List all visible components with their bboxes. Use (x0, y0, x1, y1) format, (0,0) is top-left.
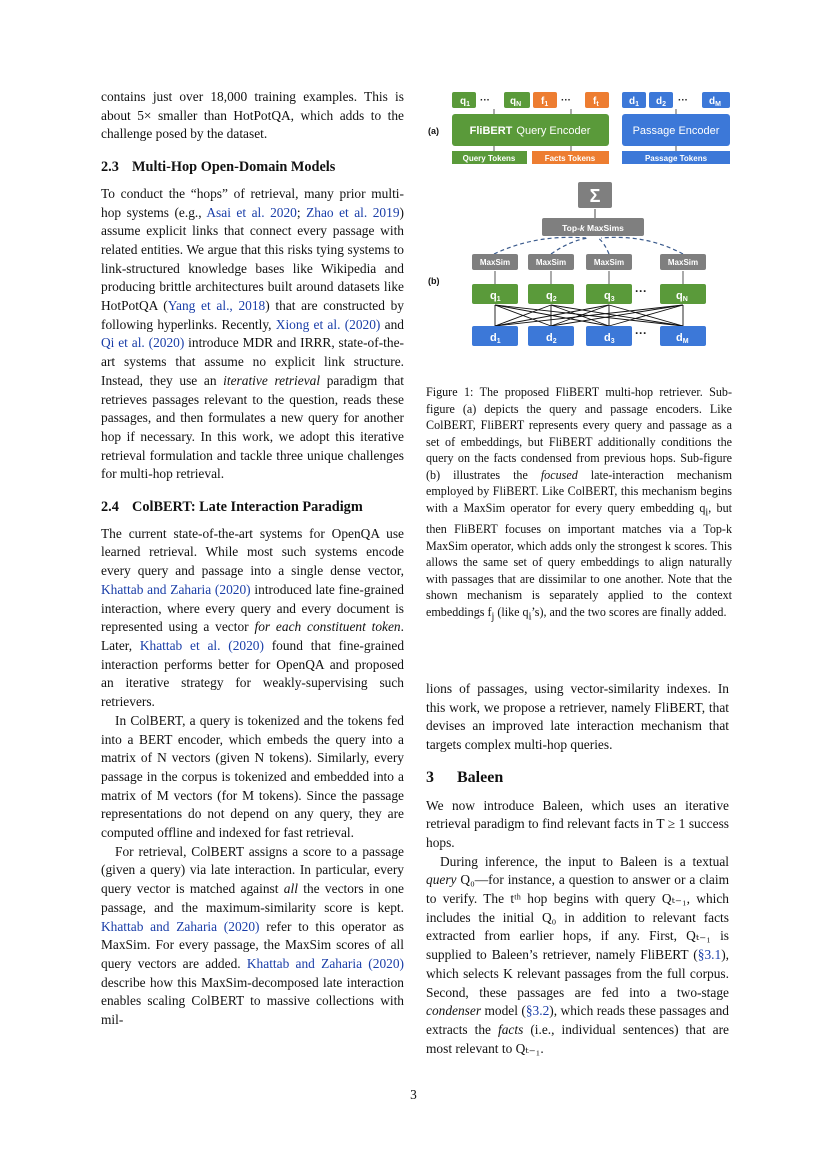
token-d1: $d_1$ (629, 96, 640, 108)
paragraph: We now introduce Baleen, which uses an iterative retrieval paradigm to find relevant facts in T ≥ 1 success hops. (426, 797, 729, 850)
subfigure-label-a: (a) (428, 126, 439, 136)
paragraph: During inference, the input to Baleen is a textual query Q₀—for instance, a question to answer or a claim to verify. The tᵗʰ hop begins with query Qₜ₋₁, which includes the initial Q₀ in addition to relevant facts extracted from earlier hops, if any. First, Qₜ₋₁ is supplied to Baleen’s retriever, namely FliBERT (§3.1), which selects K relevant passages from the full corpus. Second, these passages are fed into a two-stage condenser model (§3.2), which reads these passages and extracts the facts (i.e., individual sentences) that are most relevant to Qₜ₋₁. (426, 853, 729, 1056)
svg-text:qN: qN (676, 290, 688, 303)
section-heading: 2.3 Multi-Hop Open-Domain Models (101, 159, 336, 176)
citation-link[interactable]: Khattab et al. (2020) (139, 637, 264, 653)
token-d2: $d_2$ (656, 96, 667, 108)
svg-text:MaxSim: MaxSim (667, 258, 699, 267)
svg-text:···: ··· (561, 95, 571, 106)
paragraph: In ColBERT, a query is tokenized and the tokens fed into a BERT encoder, which embeds the query into a matrix of N vectors (given N tokens). Similarly, every passage in the corpus is tokenized and embedded into a matrix of M vectors (for M tokens). Since the passage representations do not depend on any query, they are computed offline and indexed for fast retrieval. (101, 712, 404, 841)
svg-text:···: ··· (678, 95, 688, 106)
svg-text:MaxSim: MaxSim (593, 258, 625, 267)
paragraph: contains just over 18,000 training examples. This is about 5× smaller than HotPotQA, which adds to the challenge posed by the dataset. (101, 89, 404, 142)
right-column (426, 680, 729, 1058)
interaction-lines (495, 305, 683, 326)
paragraph: lions of passages, using vector-similarity indexes. In this work, we propose a retriever, namely FliBERT, that devises an improved late interaction mechanism that targets complex multi-hop queries. (426, 681, 729, 753)
svg-text:···: ··· (480, 95, 490, 106)
left-column (101, 88, 404, 1030)
svg-text:dM: dM (676, 332, 689, 345)
citation-link[interactable]: Qi et al. (2020) (101, 335, 185, 351)
svg-text:Query Tokens: Query Tokens (462, 154, 516, 163)
svg-text:Facts Tokens: Facts Tokens (544, 154, 596, 163)
svg-text:d1: d1 (490, 332, 501, 345)
paragraph: For retrieval, ColBERT assigns a score to a passage (given a query) via late interaction. In particular, every query vector is matched against all the vectors in one passage, and the maximum-similarity score is kept. Khattab and Zaharia (2020) refer to this operator as MaxSim. For every passage, the MaxSim scores of all query vectors are added. Khattab and Zaharia (2020) describe how this MaxSim-decomposed late interaction enables scaling ColBERT to massive collections with mil- (101, 843, 404, 1028)
subfigure-label-b: (b) (428, 276, 440, 286)
token-q1: $q_1$ (460, 96, 471, 108)
page-number: 3 (410, 1087, 417, 1102)
section-heading: 3 Baleen (426, 768, 504, 786)
svg-text:q1: q1 (490, 290, 501, 303)
svg-text:q2: q2 (546, 290, 557, 303)
query-encoder-label: FliBERT Query Encoder (469, 125, 591, 137)
token-ft: $f_t$ (593, 96, 599, 108)
token-f1: $f_1$ (541, 96, 549, 108)
figure-1 (426, 88, 732, 363)
section-heading: 2.4 ColBERT: Late Interaction Paradigm (101, 499, 363, 516)
citation-link[interactable]: Xiong et al. (2020) (275, 316, 381, 332)
citation-link[interactable]: Asai et al. 2020 (206, 204, 297, 220)
svg-text:···: ··· (635, 326, 647, 340)
svg-text:MaxSim: MaxSim (535, 258, 567, 267)
passage-encoder-label: Passage Encoder (632, 125, 720, 137)
paragraph: The current state-of-the-art systems for OpenQA use learned retrieval. While most such systems encode every query and passage into a single dense vector, Khattab and Zaharia (2020) introduced late fine-grained interaction, where every query and every document is represented using a vector for each constituent token. Later, Khattab et al. (2020) found that fine-grained interaction performs better for OpenQA and proposed an iterative strategy for weakly-supervising such retrievers. (101, 525, 405, 710)
svg-text:···: ··· (635, 284, 647, 298)
section-link[interactable]: §3.2 (525, 1003, 550, 1019)
svg-text:MaxSim: MaxSim (479, 258, 511, 267)
svg-text:Passage Tokens: Passage Tokens (644, 154, 708, 163)
citation-link[interactable]: Khattab and Zaharia (2020) (101, 581, 251, 597)
citation-link[interactable]: Khattab and Zaharia (2020) (101, 918, 260, 934)
citation-link[interactable]: Zhao et al. 2019 (306, 204, 400, 220)
svg-text:q3: q3 (604, 290, 615, 303)
maxsim-row (472, 254, 706, 270)
svg-text:d2: d2 (546, 332, 557, 345)
citation-link[interactable]: Yang et al., 2018 (167, 298, 266, 314)
token-dM: $d_M$ (709, 96, 721, 108)
paragraph: To conduct the “hops” of retrieval, many prior multi-hop systems (e.g., Asai et al. 2020; Zhao et al. 2019) assume explicit links that connect every passage with related entities. We argue that this risks tying systems to link-structured knowledge bases like Wikipedia and producing brittle architectures built around datasets like HotPotQA (Yang et al., 2018) that are constructed by following hyperlinks. Recently, Xiong et al. (2020) and Qi et al. (2020) introduce MDR and IRRR, state-of-the-art systems that assume no explicit link structure. Instead, they use an iterative retrieval paradigm that retrieves passages relevant to the question, reads these passages, and then formulates a new query for another hop if necessary. In this work, we adopt this iterative retrieval formulation and tackle three unique challenges for multi-hop retrieval. (101, 185, 405, 482)
section-link[interactable]: §3.1 (697, 947, 722, 963)
token-qN: $q_N$ (510, 96, 522, 108)
citation-link[interactable]: Khattab and Zaharia (2020) (246, 955, 404, 971)
topk-label: Top-k MaxSims (562, 223, 624, 233)
svg-text:d3: d3 (604, 332, 615, 345)
retriever-diagram (426, 88, 732, 358)
figure-caption: Figure 1: The proposed FliBERT multi-hop retriever. Sub-figure (a) depicts the query and passage encoders. Like ColBERT, FliBERT represents every query and passage as a set of embeddings, but FliBERT additionally conditions the query on the facts condensed from previous hops. Sub-figure (b) illustrates the focused late-interaction mechanism employed by FliBERT. Like ColBERT, this mechanism begins with a MaxSim operator for every query embedding $q_i$, but then FliBERT focuses on important matches via a Top-k MaxSim operator, which adds only the strongest k scores. This allows the same set of query embeddings to align naturally with passages that are dissimilar to one another. Note that the shown mechanism is separately applied to the context embeddings $f_j$ (like $q_i’s$), and the two scores are finally added. (426, 385, 732, 623)
sigma-symbol: Σ (589, 186, 601, 206)
